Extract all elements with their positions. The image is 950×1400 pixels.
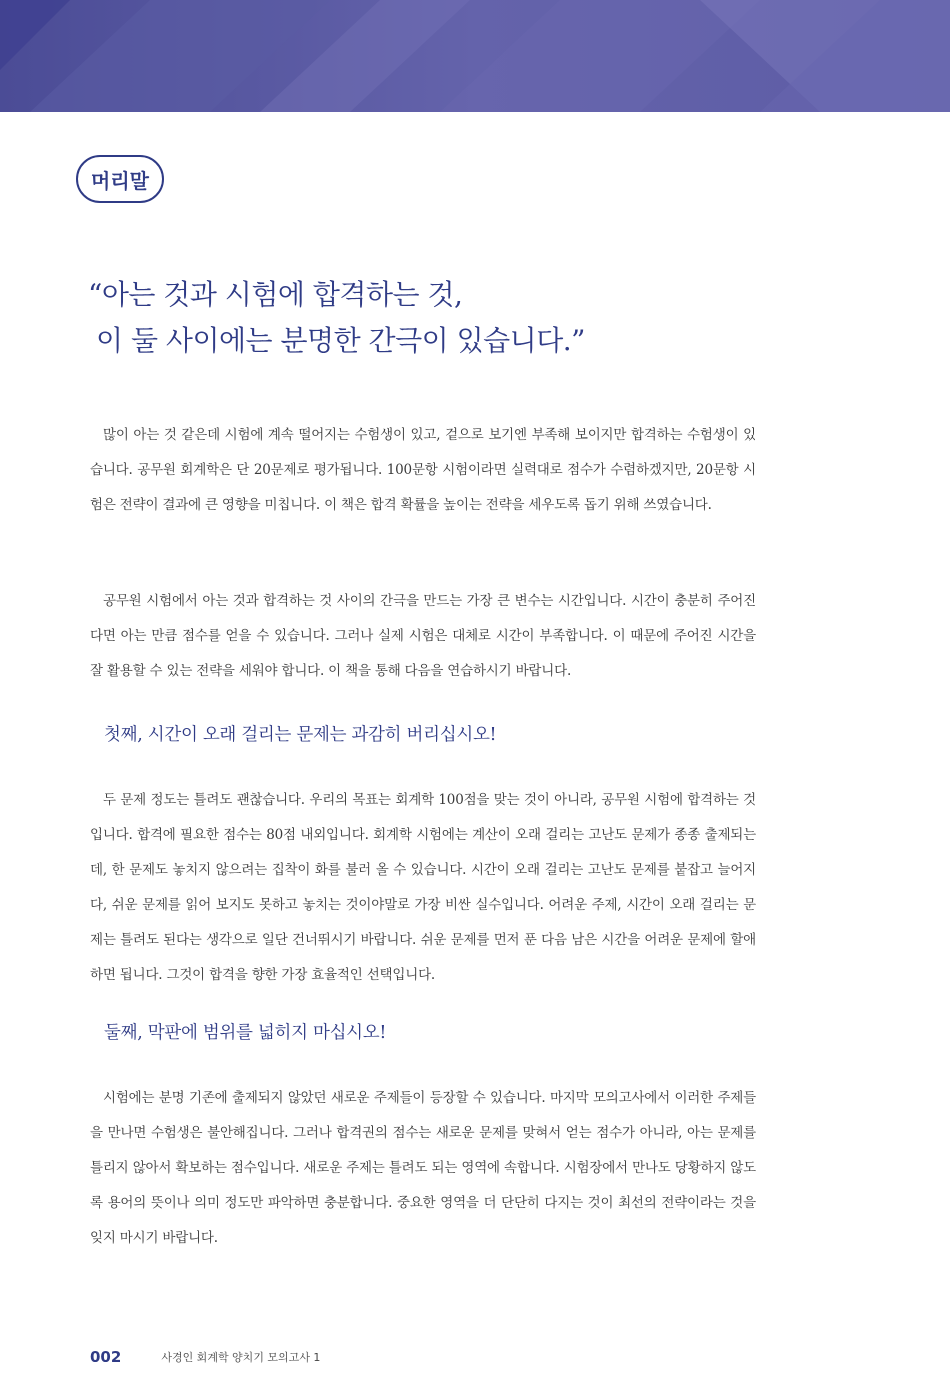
- header-banner: [0, 0, 950, 112]
- book-title: 사경인 회계학 양치기 모의고사 1: [161, 1351, 321, 1364]
- quote-line-2: 이 둘 사이에는 분명한 간극이 있습니다.”: [96, 324, 585, 357]
- paragraph-2: 공무원 시험에서 아는 것과 합격하는 것 사이의 간극을 만드는 가장 큰 변수는 시간입니다. 시간이 충분히 주어진다면 아는 만큼 점수를 얻을 수 있습니다. 그러나 실제 시험은 대체로 시간이 부족합니다. 이 때문에 주어진 시간을 잘 활용할 수 있는 전략을 세워야 합니다. 이 책을 통해 다음을 연습하시기 바랍니다.: [90, 593, 756, 679]
- preface-badge: 머리말: [76, 155, 164, 203]
- section-heading-2: 둘째, 막판에 범위를 넓히지 마십시오!: [104, 1023, 387, 1043]
- page-number: 002: [90, 1348, 122, 1366]
- section-heading-1: 첫째, 시간이 오래 걸리는 문제는 과감히 버리십시오!: [104, 725, 497, 745]
- pull-quote: [88, 272, 848, 364]
- paragraph-1: 많이 아는 것 같은데 시험에 계속 떨어지는 수험생이 있고, 겉으로 보기엔 부족해 보이지만 합격하는 수험생이 있습니다. 공무원 회계학은 단 20문제로 평가됩니다. 100문항 시험이라면 실력대로 점수가 수렴하겠지만, 20문항 시험은 전략이 결과에 큰 영향을 미칩니다. 이 책은 합격 확률을 높이는 전략을 세우도록 돕기 위해 쓰였습니다.: [90, 427, 756, 513]
- paragraph-4: 시험에는 분명 기존에 출제되지 않았던 새로운 주제들이 등장할 수 있습니다. 마지막 모의고사에서 이러한 주제들을 만나면 수험생은 불안해집니다. 그러나 합격권의 점수는 새로운 문제를 맞혀서 얻는 점수가 아니라, 아는 문제를 틀리지 않아서 확보하는 점수입니다. 새로운 주제는 틀려도 되는 영역에 속합니다. 시험장에서 만나도 당황하지 않도록 용어의 뜻이나 의미 정도만 파악하면 충분합니다. 중요한 영역을 더 단단히 다지는 것이 최선의 전략이라는 것을 잊지 마시기 바랍니다.: [90, 1090, 756, 1246]
- page-footer: [90, 1346, 320, 1368]
- paragraph-3: 두 문제 정도는 틀려도 괜찮습니다. 우리의 목표는 회계학 100점을 맞는 것이 아니라, 공무원 시험에 합격하는 것입니다. 합격에 필요한 점수는 80점 내외입니다. 회계학 시험에는 계산이 오래 걸리는 고난도 문제가 종종 출제되는데, 한 문제도 놓치지 않으려는 집착이 화를 불러 올 수 있습니다. 시간이 오래 걸리는 고난도 문제를 붙잡고 늘어지다, 쉬운 문제를 읽어 보지도 못하고 놓치는 것이야말로 가장 비싼 실수입니다. 어려운 주제, 시간이 오래 걸리는 문제는 틀려도 된다는 생각으로 일단 건너뛰시기 바랍니다. 쉬운 문제를 먼저 푼 다음 남은 시간을 어려운 문제에 할애하면 됩니다. 그것이 합격을 향한 가장 효율적인 선택입니다.: [90, 792, 756, 983]
- quote-line-1: “아는 것과 시험에 합격하는 것,: [88, 278, 463, 311]
